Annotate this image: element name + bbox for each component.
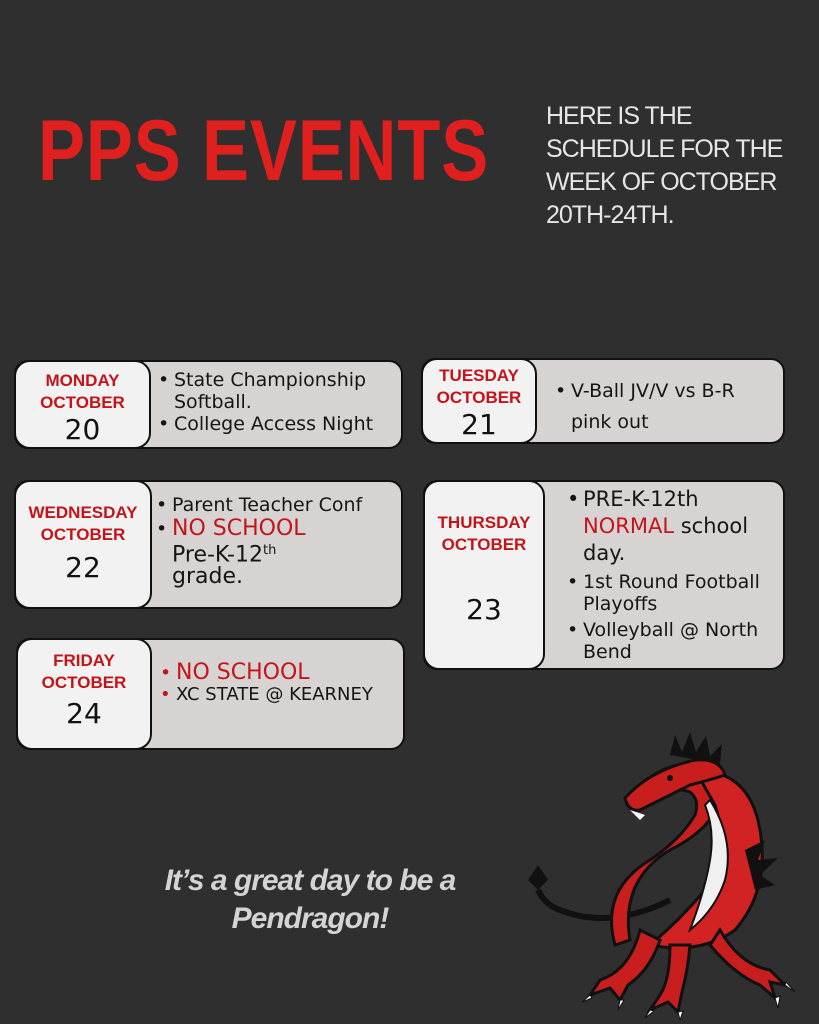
event-item: • Parent Teacher Conf — [154, 494, 402, 516]
month-name: OCTOBER — [436, 388, 522, 407]
schedule-subtitle: HERE IS THE SCHEDULE FOR THE WEEK OF OCTOBER 20TH-24TH. — [546, 102, 783, 229]
school-day-text: school day. — [583, 514, 749, 565]
event-item — [154, 518, 402, 588]
event-item: • V-Ball JV/V vs B-R pink out — [553, 376, 773, 438]
tuesday-events — [553, 376, 773, 438]
dragon-mascot-image — [520, 730, 810, 1020]
day-name: THURSDAY — [437, 513, 531, 532]
no-school-label: NO SCHOOL — [172, 516, 306, 541]
month-name: OCTOBER — [40, 393, 125, 412]
friday-events — [158, 662, 403, 706]
no-school-label: NO SCHOOL — [176, 660, 310, 685]
event-item — [565, 486, 780, 567]
event-item: • Volleyball @ North Bend — [565, 619, 780, 663]
day-number: 20 — [64, 413, 101, 446]
monday-events — [156, 369, 401, 435]
month-name: OCTOBER — [441, 535, 527, 554]
thursday-events — [565, 486, 780, 663]
wednesday-events — [154, 494, 402, 588]
wednesday-date-tab — [14, 480, 152, 609]
monday-date-tab — [14, 360, 151, 449]
event-item: • State Championship Softball. — [156, 369, 401, 413]
monday-card — [14, 360, 403, 449]
day-name: MONDAY — [45, 371, 120, 390]
event-item: • XC STATE @ KEARNEY — [158, 684, 403, 706]
friday-date-tab — [16, 638, 152, 750]
normal-label: NORMAL — [583, 514, 675, 538]
day-number: 22 — [65, 551, 101, 584]
day-name: FRIDAY — [53, 651, 115, 670]
grade-range: PRE-K-12th — [583, 487, 699, 511]
event-item — [158, 662, 403, 684]
event-item: • 1st Round Football Playoffs — [565, 571, 780, 615]
day-number: 24 — [66, 697, 102, 730]
grade-range: Pre-K-12 — [172, 542, 263, 568]
friday-card — [16, 638, 405, 750]
tagline: It’s a great day to be a Pendragon! — [164, 864, 456, 935]
month-name: OCTOBER — [40, 525, 126, 544]
wednesday-card — [14, 480, 403, 609]
tuesday-date-tab — [421, 358, 537, 444]
day-number: 21 — [461, 408, 497, 441]
thursday-card — [423, 480, 785, 670]
month-name: OCTOBER — [41, 673, 127, 692]
grade-suffix: th — [262, 543, 277, 558]
thursday-date-tab — [423, 480, 545, 670]
day-name: TUESDAY — [439, 366, 519, 385]
event-item: • College Access Night — [156, 413, 401, 435]
day-number: 23 — [466, 593, 502, 626]
tuesday-card — [421, 358, 785, 444]
day-name: WEDNESDAY — [28, 503, 138, 522]
grade-word: grade. — [172, 564, 243, 590]
page-title: PPS EVENTS — [38, 103, 490, 199]
